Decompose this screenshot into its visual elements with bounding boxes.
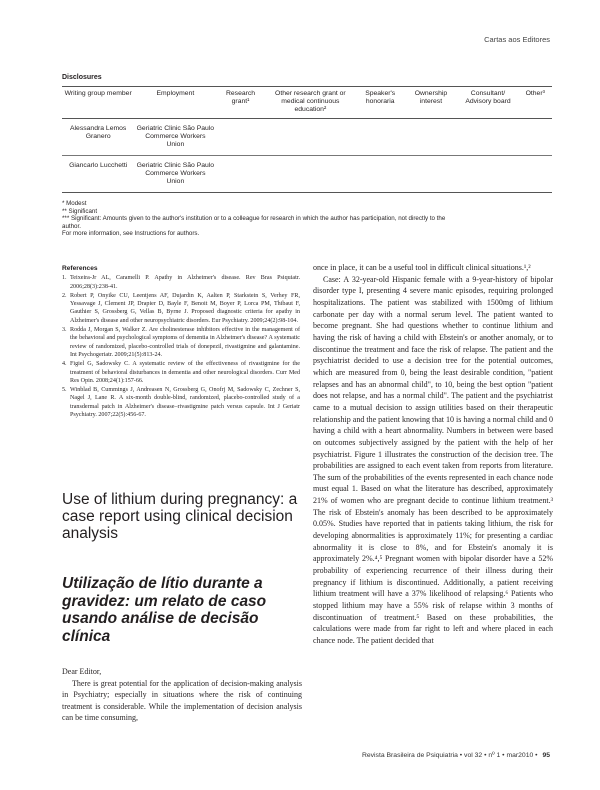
- col-other-research-grant: Other research grant or medical continuous education²: [265, 87, 356, 119]
- page-number: 95: [542, 752, 550, 759]
- disclosure-notes: [62, 200, 552, 238]
- note-line: ** Significant: [62, 207, 98, 215]
- note-line: * Modest: [62, 200, 87, 207]
- col-writing-group-member: Writing group member: [62, 87, 134, 119]
- reference-item: 1. Teixeira-Jr AL, Caramelli P. Apathy in Alzheimer's disease. Rev Bras Psiquiatr. 2006;28(3):238-41.: [62, 275, 300, 290]
- paragraph: once in place, it can be a useful tool in difficult clinical situations.¹,²: [313, 263, 531, 272]
- col-speakers-honoraria: Speaker's honoraria: [356, 87, 404, 119]
- paragraph: There is great potential for the application of decision-making analysis in Psychiatry; especially in situations where the risk of continuing treatment is considerable. While the implementation of decision analysis can be time consuming,: [62, 678, 302, 723]
- salutation: Dear Editor,: [62, 667, 102, 676]
- article-body-left: [62, 666, 302, 724]
- note-line: *** Significant: Amounts given to the author's institution or to a colleague for research in which the author has participation, not directly to the: [62, 215, 446, 223]
- page-footer: [362, 752, 550, 759]
- reference-item: 3. Rodda J, Morgan S, Walker Z. Are cholinesterase inhibitors effective in the management of the behavioral and psychological symptoms of dementia in Alzheimer's disease? A systematic review of randomized, placebo-controlled trials of donepezil, rivastigmine and galantamine. Int Psychogeriatr. 2009;21(5):813-24.: [62, 327, 300, 358]
- reference-item: 5. Winblad B, Cummings J, Andreasen N, Grossberg G, Onofrj M, Sadowsky C, Zechner S, Nagel J, Lane R. A six-month double-blind, randomized, placebo-controlled study of a transdermal patch in Alzheimer's disease–rivastigmine patch versus capsule. Int J Geriatr Psychiatry. 2007;22(5):456-67.: [62, 387, 300, 419]
- reference-item: 4. Figiel G, Sadowsky C. A systematic review of the effectiveness of rivastigmine for the treatment of behavioral disturbances in dementia and other neurological disorders. Curr Med Res Opin. 2008;24(1):157-66.: [62, 361, 300, 384]
- references: [62, 265, 300, 420]
- note-line: author.: [62, 222, 81, 230]
- disclosures-title: Disclosures: [62, 74, 102, 81]
- disclosures-table: [62, 86, 552, 193]
- running-header: Cartas aos Editores: [484, 35, 550, 44]
- journal-citation: Revista Brasileira de Psiquiatria • vol 32 • nº 1 • mar2010 •: [361, 752, 538, 759]
- references-title: References: [62, 265, 98, 272]
- cell-member: Giancarlo Lucchetti: [62, 156, 134, 193]
- col-consultant-advisory-board: Consultant/ Advisory board: [458, 87, 519, 119]
- table-row: [62, 156, 552, 193]
- table-row: [62, 119, 552, 156]
- col-ownership-interest: Ownership interest: [404, 87, 457, 119]
- cell-member: Alessandra Lemos Granero: [70, 125, 127, 140]
- cell-employment: Geriatric Clinic São Paulo Commerce Workers Union: [134, 156, 216, 193]
- paragraph: Case: A 32-year-old Hispanic female with a 9-year-history of bipolar disorder type I, presenting 4 severe manic episodes, requiring prolonged hospitalizations. The patient was stabilized with 1500mg of lithium carbonate per day with a normal serum level. The patient wanted to become pregnant. She had questions whether to continue lithium and having the risk of having a child with Ebstein's or another anomaly, or to discontinue the treatment and face the risk of relapse. The patient and the psychiatrist decided to use a decision tree for the potential outcomes, which are measured from 0, being the least desirable condition, "patient relapses and has an abnormal child", to 10, being the best option "patient does not relapse, and has a normal child". The patient and the psychiatrist came to a mutual decision to assign utilities based on their therapeutic relationship and the patient knowing that 10 is having a normal child and 0 having a child with a heart abnormality. Numbers in between were based on outcomes subjectively assigned by the patient with the help of her psychiatrist. Figure 1 illustrates the construction of the decision tree. The probabilities are assigned to each event taken from reports from literature. The sum of the probabilities of the events represented in each chance node must equal 1. Based on what the literature has described, approximately 21% of women who are pregnant decide to continue lithium treatment.³ The risk of Ebstein's anomaly has been described to be approximately 0.05%. Studies have reported that in patients taking lithium, the risk for developing abnormalities is approximately 11%; for presenting a cardiac abnormality it is close to 8%, and for Ebstein's anomaly it is approximately 2%.⁴,⁵ Pregnant women with bipolar disorder have a 52% probability of experiencing recurrence of their illness during their pregnancy if lithium is discontinued. Additionally, a patient receiving lithium treatment will have a 37% likelihood of relapsing.⁶ Patients who stopped lithium may have a 55% risk of relapse within 3 months of discontinuation of treatment.⁵ Based on these probabilities, the calculations were made from far right to left and where placed in each chance node. The patient decided that: [313, 274, 553, 645]
- article-body-right: [313, 262, 553, 647]
- article-title-portuguese: Utilização de lítio durante a gravidez: um relato de caso usando análise de decisão clínica: [62, 575, 267, 645]
- note-line: For more information, see Instructions for authors.: [62, 230, 200, 238]
- cell-employment: Geriatric Clinic São Paulo Commerce Workers Union: [136, 125, 215, 148]
- reference-item: 2. Robert P, Onyike CU, Leentjens AF, Dujardin K, Aalten P, Starkstein S, Verhey FR, Yessavage J, Clement JP, Drapier D, Bayle F, Benoit M, Boyer P, Lorca PM, Thibaut F, Gauthier S, Grossberg G, Vellas B, Byrne J. Proposed diagnostic criteria for apathy in Alzheimer's disease and other neuropsychiatric disorders. Eur Psychiatry. 2009;24(2):98-104.: [62, 292, 300, 324]
- col-employment: Employment: [134, 87, 216, 119]
- article-title-english: Use of lithium during pregnancy: a case report using clinical decision analysis: [62, 491, 298, 542]
- col-other: Other³: [518, 87, 552, 119]
- disclosures-header-row: [62, 87, 552, 119]
- col-research-grant: Research grant¹: [216, 87, 264, 119]
